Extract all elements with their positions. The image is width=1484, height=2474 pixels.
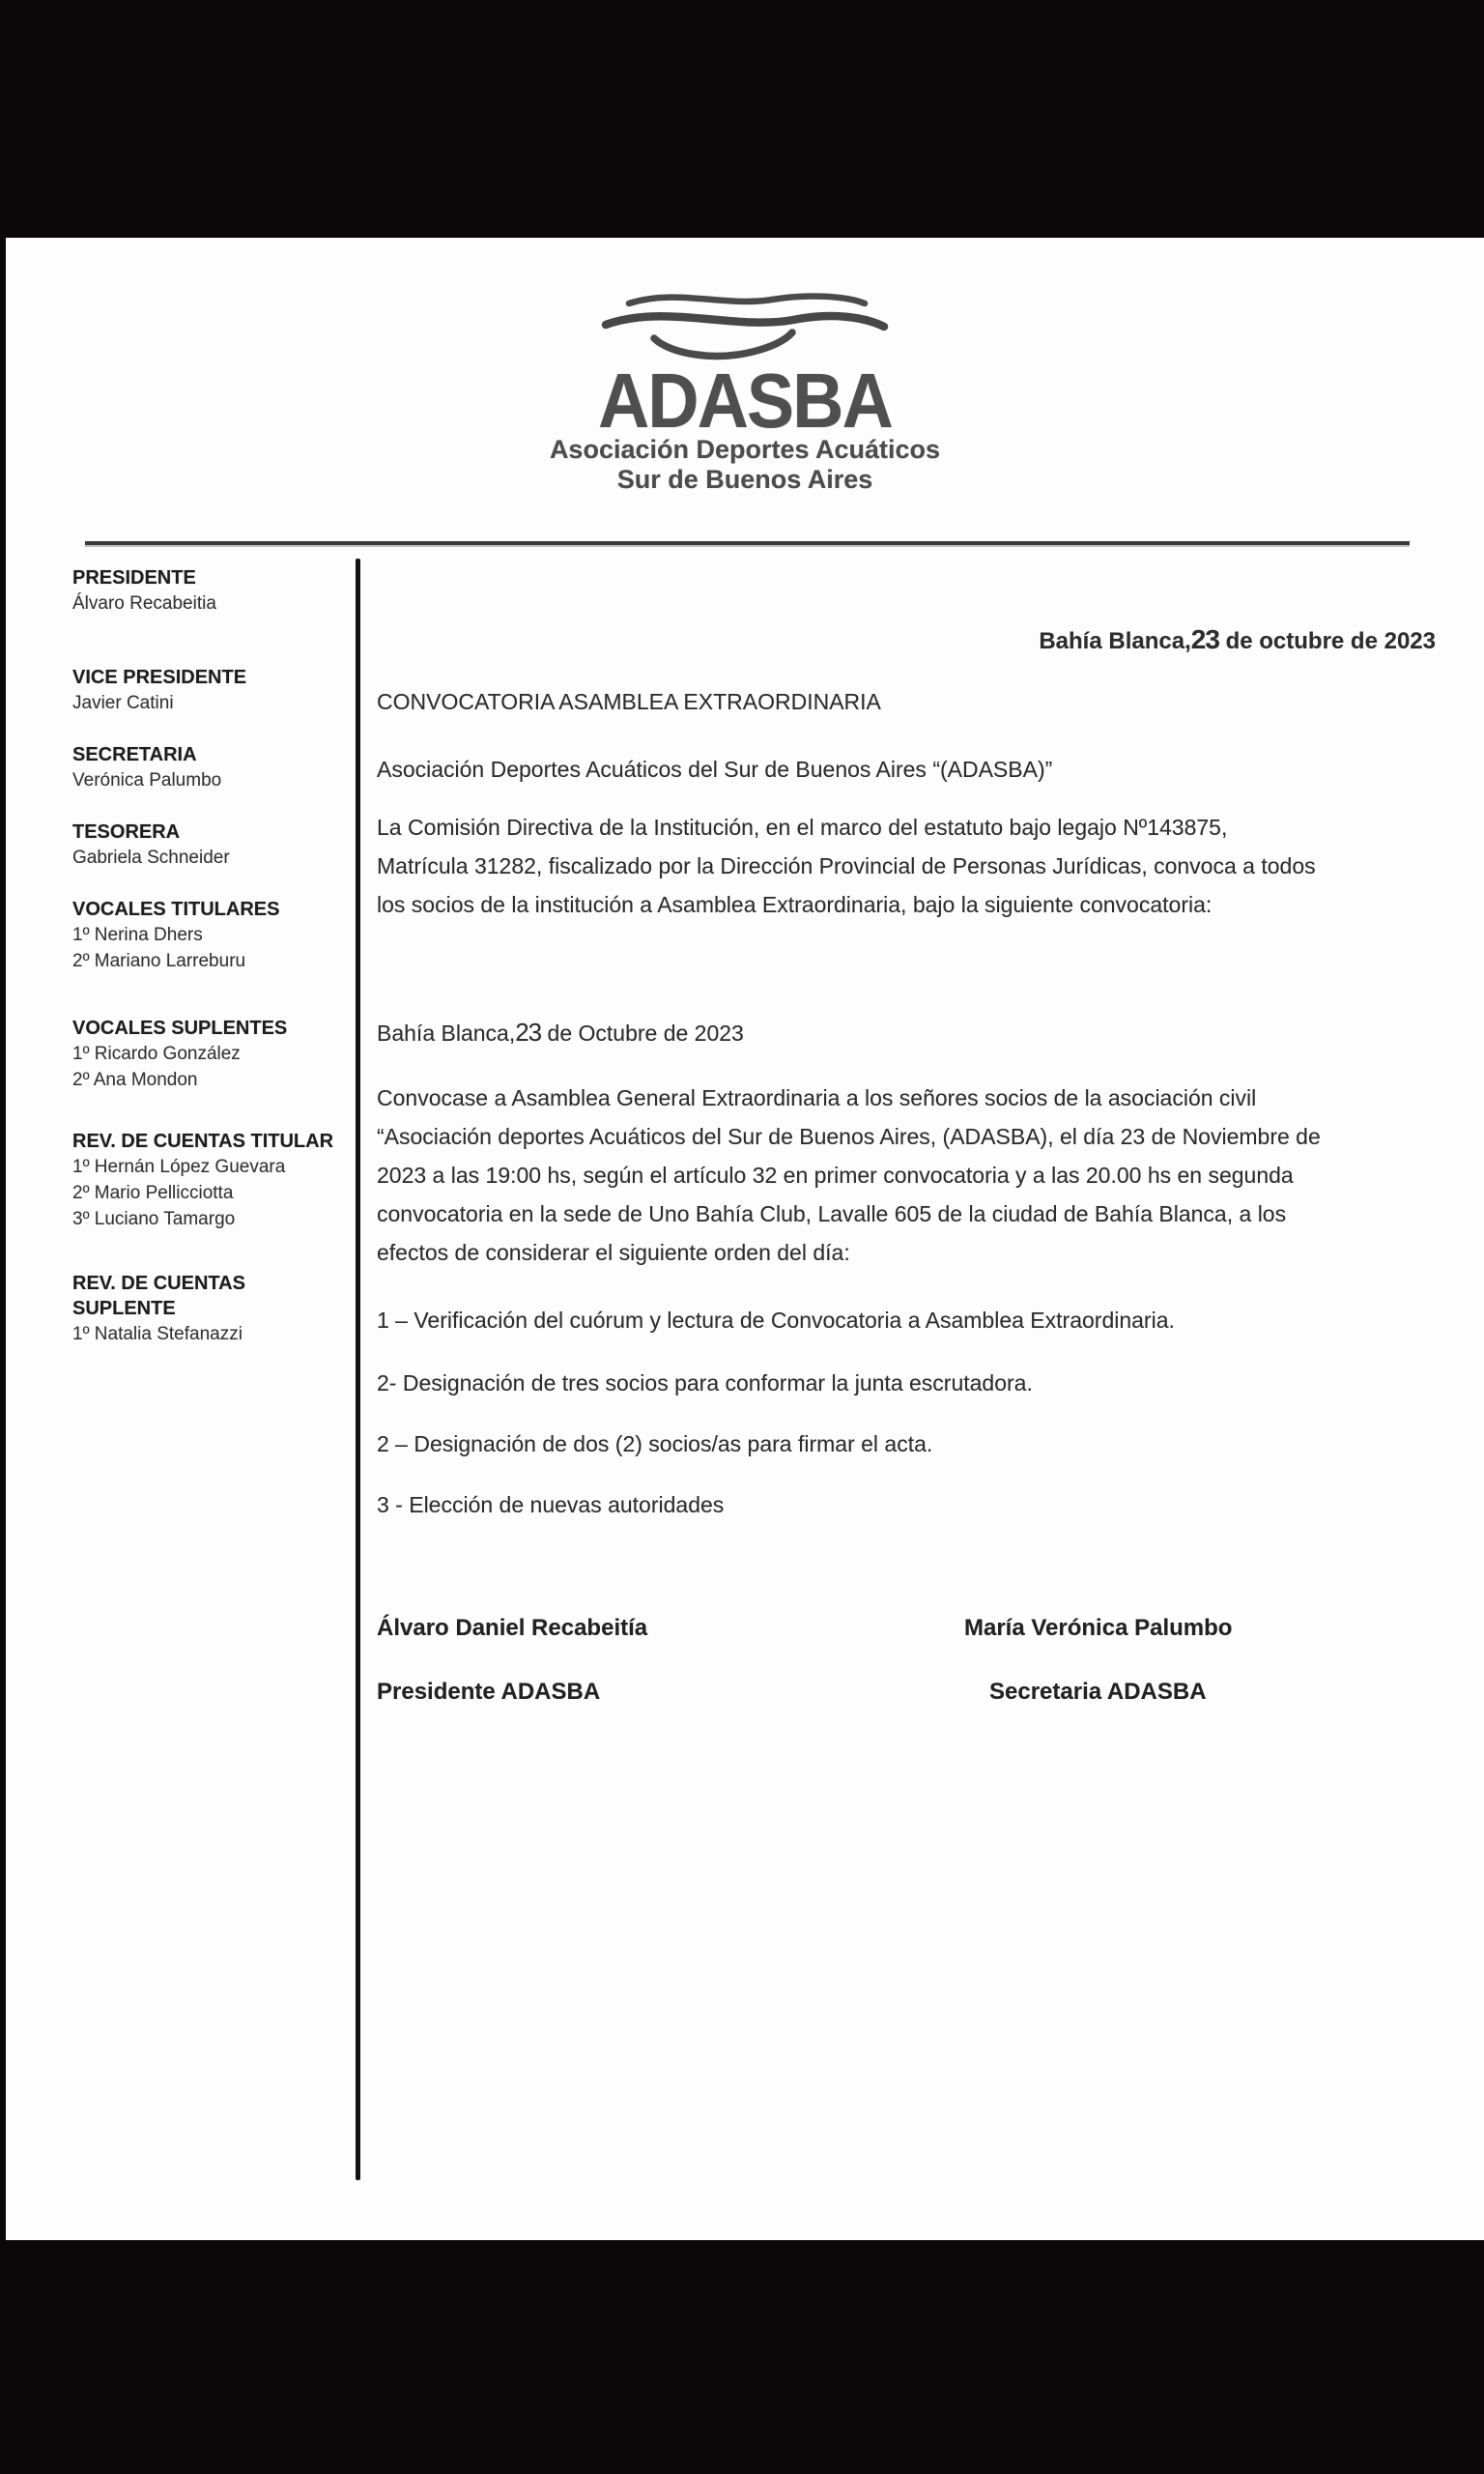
- date-prefix: Bahía Blanca,: [1039, 628, 1191, 654]
- letter-date-2: [377, 1013, 1451, 1052]
- officer-group-title: PRESIDENTE: [72, 567, 196, 589]
- signature-name-secretary: María Verónica Palumbo: [964, 1615, 1233, 1641]
- paragraph-line: convocatoria en la sede de Uno Bahía Club, Lavalle 605 de la ciudad de Bahía Blanca, a los: [377, 1201, 1287, 1226]
- paragraph-line: los socios de la institución a Asamblea Extraordinaria, bajo la siguiente convocatoria:: [377, 892, 1213, 917]
- officer-group-vicepresidente: [72, 665, 345, 716]
- document-page: [6, 238, 1484, 2240]
- letter-paragraph-1: [377, 808, 1451, 924]
- officer-group-secretaria: [72, 742, 345, 793]
- signature-role-secretary: Secretaria ADASBA: [989, 1679, 1207, 1705]
- logo-tagline-line1: Asociación Deportes Acuáticos: [549, 435, 941, 464]
- officer-group-title: REV. DE CUENTAS SUPLENTE: [72, 1273, 245, 1319]
- officer-group-rev-cuentas-titular: [72, 1129, 345, 1232]
- officer-group-title: SECRETARIA: [72, 744, 197, 765]
- officer-name: Javier Catini: [72, 693, 174, 713]
- officer-name: 3º Luciano Tamargo: [72, 1209, 236, 1229]
- letter-recipient: Asociación Deportes Acuáticos del Sur de Buenos Aires “(ADASBA)”: [377, 757, 1053, 782]
- officer-group-title: REV. DE CUENTAS TITULAR: [72, 1131, 334, 1152]
- letter-paragraph-2: [377, 1079, 1451, 1272]
- signature-role-president: Presidente ADASBA: [377, 1679, 601, 1705]
- bottom-letterbox-bar: [0, 2240, 1484, 2474]
- header-rule: [85, 541, 1410, 545]
- paragraph-line: Matrícula 31282, fiscalizado por la Dirección Provincial de Personas Jurídicas, convoca a todos: [377, 853, 1316, 878]
- agenda-item-4: 3 - Elección de nuevas autoridades: [377, 1492, 725, 1517]
- officer-name: 1º Nerina Dhers: [72, 925, 203, 945]
- officer-group-title: TESORERA: [72, 821, 181, 843]
- date-day: 23: [515, 1018, 542, 1047]
- officer-group-presidente: [72, 565, 345, 617]
- paragraph-line: efectos de considerar el siguiente orden del día:: [377, 1240, 850, 1265]
- paragraph-line: 2023 a las 19:00 hs, según el artículo 32 en primer convocatoria y a las 20.00 hs en segunda: [377, 1163, 1294, 1188]
- logo-waves-icon: [600, 290, 890, 365]
- officer-name: Verónica Palumbo: [72, 770, 222, 791]
- date-prefix: Bahía Blanca,: [377, 1021, 516, 1046]
- officer-name: Álvaro Recabeitia: [72, 593, 216, 614]
- officer-name: 1º Ricardo González: [72, 1044, 241, 1064]
- officer-group-title: VOCALES TITULARES: [72, 899, 280, 920]
- top-letterbox-bar: [0, 0, 1484, 238]
- officer-group-tesorera: [72, 820, 345, 871]
- officer-name: 1º Natalia Stefanazzi: [72, 1324, 243, 1344]
- officer-name: 2º Ana Mondon: [72, 1070, 198, 1090]
- date-suffix: de octubre de 2023: [1218, 628, 1436, 654]
- sidebar-divider: [356, 559, 360, 2180]
- officer-group-title: VICE PRESIDENTE: [72, 667, 247, 688]
- officer-name: 1º Hernán López Guevara: [72, 1157, 286, 1177]
- officer-name: Gabriela Schneider: [72, 848, 230, 868]
- logo-tagline-line2: Sur de Buenos Aires: [616, 465, 873, 494]
- adasba-logo: [6, 290, 1484, 495]
- letter-date: [377, 620, 1451, 661]
- paragraph-line: La Comisión Directiva de la Institución, en el marco del estatuto bajo legajo Nº143875,: [377, 815, 1228, 840]
- letter-title: CONVOCATORIA ASAMBLEA EXTRAORDINARIA: [377, 689, 881, 714]
- officer-group-vocales-suplentes: [72, 1016, 345, 1093]
- agenda-item-2: 2- Designación de tres socios para conformar la junta escrutadora.: [377, 1370, 1033, 1395]
- officer-group-vocales-titulares: [72, 897, 345, 974]
- officer-name: 2º Mario Pellicciotta: [72, 1183, 234, 1203]
- officer-name: 2º Mariano Larreburu: [72, 951, 246, 971]
- officer-group-rev-cuentas-suplente: [72, 1271, 345, 1347]
- officers-sidebar: [72, 565, 345, 1347]
- paragraph-line: “Asociación deportes Acuáticos del Sur de Buenos Aires, (ADASBA), el día 23 de Noviembre de: [377, 1124, 1321, 1149]
- date-suffix: de Octubre de 2023: [541, 1021, 744, 1046]
- paragraph-line: Convocase a Asamblea General Extraordinaria a los señores socios de la asociación civil: [377, 1085, 1257, 1110]
- agenda-item-1: 1 – Verificación del cuórum y lectura de Convocatoria a Asamblea Extraordinaria.: [377, 1308, 1175, 1333]
- officer-group-title: VOCALES SUPLENTES: [72, 1018, 288, 1039]
- date-day: 23: [1190, 624, 1219, 654]
- agenda-item-3: 2 – Designación de dos (2) socios/as para firmar el acta.: [377, 1431, 933, 1456]
- signature-name-president: Álvaro Daniel Recabeitía: [377, 1615, 648, 1641]
- logo-wordmark: ADASBA: [598, 358, 892, 444]
